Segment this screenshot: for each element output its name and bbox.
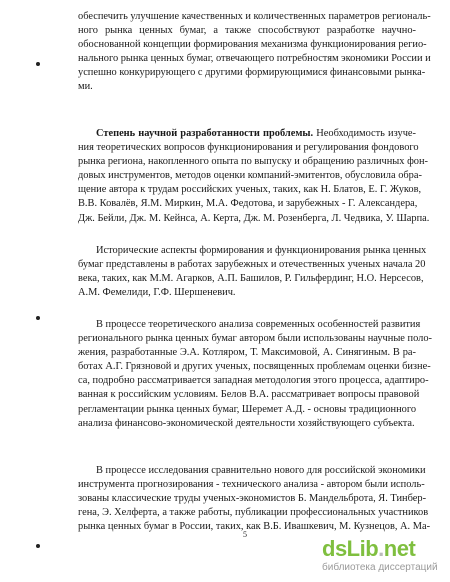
text-line: В процессе исследования сравнительно нового для российской экономики <box>96 465 426 476</box>
text-line: ванная к российским условиям. Белов В.А. рассматривает вопросы правовой <box>78 389 420 401</box>
text-line: гена, Э. Хелферта, а также работы, публикации профессиональных участников <box>78 507 429 519</box>
heading-continuation: Необходимость изуче- <box>313 128 416 139</box>
text-line: са, подробно рассматривается западная методология этого процесса, адаптиро- <box>78 375 429 387</box>
text-line: Дж. Бейли, Дж. М. Кейнса, А. Керта, Дж. М. Розенберга, Л. Чедвика, У. Шарпа. <box>78 212 430 224</box>
text-line: А.М. Фемелиди, Г.Ф. Шершеневич. <box>78 287 236 299</box>
text-line: регионального рынка ценных бумаг автором были использованы научные поло- <box>78 333 432 345</box>
text-line: зованы классические труды ученых-экономистов Б. Мандельброта, Я. Тинбер- <box>78 493 427 505</box>
text-line: В процессе теоретического анализа современных особенностей развития <box>96 319 421 330</box>
text-line: ми. <box>78 81 93 93</box>
text-line: В.В. Ковалёв, Я.М. Миркин, М.А. Федотова, и зарубежных - Г. Александера, <box>78 198 418 210</box>
text-line: довых инструментов, методов оценки компаний-эмитентов, обусловила обра- <box>78 170 422 182</box>
paragraph-4 <box>78 318 432 431</box>
binding-hole-mark <box>36 544 40 548</box>
text-line: рынка ценных бумаг в России, таких, как В.Б. Ивашкевич, М. Кузнецов, А. Ма- <box>78 521 431 533</box>
text-line: ния теоретических вопросов функционирования и регулирования фондового <box>78 142 419 154</box>
text-line: нального рынка ценных бумаг, отвечающего потребностям экономики России и <box>78 53 431 65</box>
paragraph-2 <box>78 127 430 226</box>
page-number: 5 <box>243 530 247 539</box>
watermark <box>322 536 448 576</box>
logo-tld: net <box>383 536 416 561</box>
text-line: успешно конкурирующего с другими формирующимися финансовыми рынка- <box>78 67 426 79</box>
text-line: жения, разработанные Э.А. Котляром, Т. Максимовой, А. Синягиным. В ра- <box>78 347 416 359</box>
text-line: Исторические аспекты формирования и функционирования рынка ценных <box>96 245 427 256</box>
binding-hole-mark <box>36 62 40 66</box>
paragraph-1 <box>78 10 431 95</box>
text-line: анализа финансово-экономической деятельности хозяйствующего субъекта. <box>78 417 415 429</box>
text-line: ботах А.Г. Грязновой и других ученых, посвященных проблемам оценки бизне- <box>78 361 431 373</box>
text-line: бумаг представлены в работах зарубежных и отечественных ученых начала 20 <box>78 259 426 271</box>
watermark-logo <box>322 536 415 562</box>
watermark-subtitle: библиотека диссертаций <box>322 562 438 573</box>
text-line <box>78 127 416 141</box>
logo-dot: . <box>378 536 384 561</box>
text-line: рынка региона, накопленного опыта по выпуску и обращению различных фон- <box>78 156 429 168</box>
binding-hole-mark <box>36 316 40 320</box>
text-line: обоснованной концепции формирования механизма функционирования регио- <box>78 39 427 51</box>
text-line: регламентации рынка ценных бумаг, Шеремет А.Д. - основы традиционного <box>78 403 417 415</box>
paragraph-5 <box>78 464 431 534</box>
text-line: обеспечить улучшение качественных и количественных параметров региональ- <box>78 11 431 22</box>
paragraph-3 <box>78 244 427 300</box>
logo-main: dsLib <box>322 536 379 561</box>
text-line: щение автора к трудам российских ученых, таких, как Н. Блатов, Е. Г. Жуков, <box>78 184 422 196</box>
section-heading: Степень научной разработанности проблемы. <box>96 128 314 139</box>
text-line: ного рынка ценных бумаг, а также способствуют разработке научно- <box>78 25 416 37</box>
text-line: инструмента прогнозирования - технического анализа - автором были исполь- <box>78 479 425 491</box>
text-line: века, таких, как М.М. Агарков, А.П. Башилов, Р. Гильфердинг, Н.О. Нерсесов, <box>78 273 424 285</box>
